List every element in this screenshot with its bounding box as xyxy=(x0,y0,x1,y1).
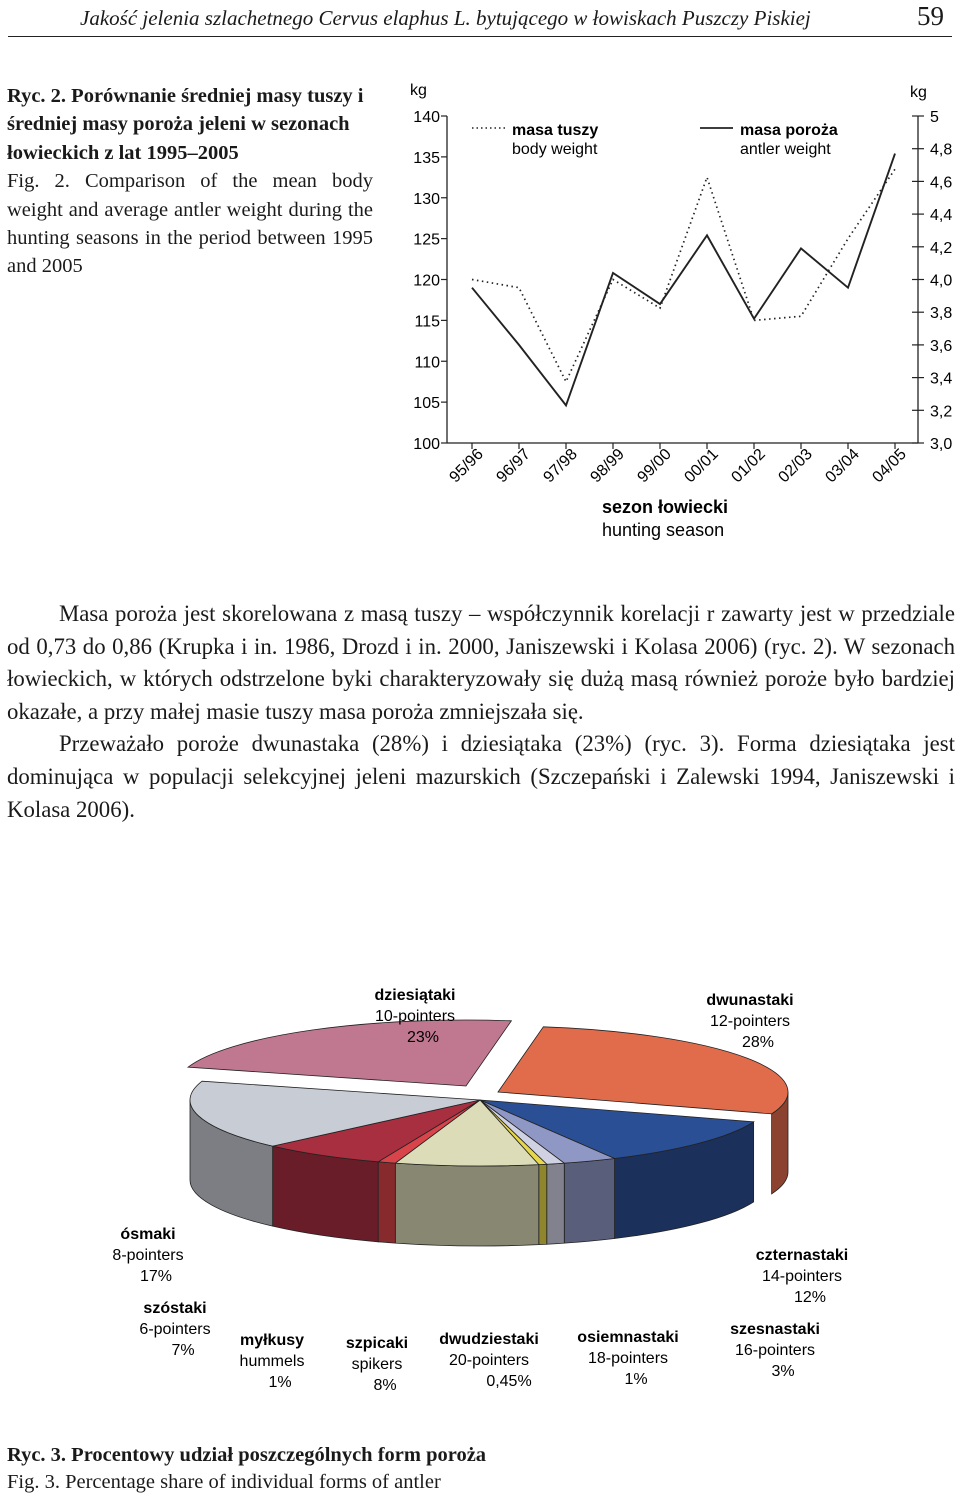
pie-slice-10-pointers xyxy=(188,1020,511,1086)
right-tick-label: 4,2 xyxy=(930,239,953,257)
pie-label-6-pointers: szóstaki xyxy=(143,1300,207,1317)
figure3-caption-pl: Ryc. 3. Procentowy udział poszczególnych form poroża xyxy=(7,1444,487,1466)
series-antler-weight-line xyxy=(472,154,895,406)
pie-chart xyxy=(0,970,960,1430)
series-body-weight-line xyxy=(472,169,895,382)
right-tick-label: 3,4 xyxy=(930,370,953,388)
legend-body-weight-label: masa tuszy xyxy=(512,122,599,139)
pie-side-hummels xyxy=(378,1162,395,1243)
pie-value-hummels: 1% xyxy=(268,1374,292,1391)
x-axis-title-en: hunting season xyxy=(602,520,725,540)
right-tick-label: 3,2 xyxy=(930,403,953,421)
pie-value-14-pointers: 12% xyxy=(793,1289,827,1306)
paragraph-1: Masa poroża jest skorelowana z masą tuszy – współczynnik korelacji r zawarty jest w przedziale od 0,73 do 0,86 (Krupka i in. 1986, Drozd i in. 2000, Janiszewski i Kolasa 2006) (ryc. 2). W sezonach łowieckich, w których odstrzelone byki charakteryzowały się dużą masą również poroże było bardziej okazałe, a przy małej masie tuszy masa poroża zmniejszała się. xyxy=(7,601,955,724)
figure2-caption-en: Fig. 2. Comparison of the mean body weight and average antler weight during the hunting seasons in the period between 1995 and 2005 xyxy=(7,170,373,278)
pie-value-6-pointers: 7% xyxy=(171,1342,195,1359)
left-tick-label: 100 xyxy=(413,436,440,453)
pie-label-en-spikers: spikers xyxy=(351,1356,403,1373)
left-tick-label: 115 xyxy=(414,313,440,331)
figure3-caption-en: Fig. 3. Percentage share of individual forms of antler xyxy=(7,1471,441,1493)
pie-label-10-pointers: dziesiątaki xyxy=(374,987,456,1004)
right-tick-label: 4,8 xyxy=(930,141,953,159)
x-tick-label: 96/97 xyxy=(493,445,534,487)
left-tick-label: 105 xyxy=(413,395,440,413)
legend-body-weight-label-en: body weight xyxy=(512,141,598,158)
page-number: 59 xyxy=(917,1,944,31)
x-tick-label: 01/02 xyxy=(728,445,769,487)
right-tick-label: 3,0 xyxy=(930,436,953,453)
x-tick-label: 02/03 xyxy=(775,445,816,487)
pie-value-16-pointers: 3% xyxy=(771,1363,795,1380)
pie-label-spikers: szpicaki xyxy=(345,1335,409,1352)
pie-value-18-pointers: 1% xyxy=(624,1371,648,1388)
pie-side-spikers xyxy=(395,1163,538,1246)
pie-label-en-18-pointers: 18-pointers xyxy=(587,1350,669,1367)
running-title: Jakość jelenia szlachetnego Cervus elaphus L. bytującego w łowiskach Puszczy Piskiej xyxy=(80,6,811,30)
left-tick-label: 130 xyxy=(413,190,440,208)
pie-label-en-6-pointers: 6-pointers xyxy=(139,1321,211,1338)
pie-label-8-pointers: ósmaki xyxy=(120,1226,176,1243)
pie-value-12-pointers: 28% xyxy=(741,1034,775,1051)
left-tick-label: 125 xyxy=(413,231,440,249)
right-axis-unit: kg xyxy=(910,84,927,101)
right-tick-label: 4,0 xyxy=(930,272,953,290)
legend-antler-weight-label: masa poroża xyxy=(740,122,838,139)
pie-label-20-pointers: dwudziestaki xyxy=(439,1331,539,1348)
pie-value-spikers: 8% xyxy=(373,1377,397,1394)
left-tick-label: 140 xyxy=(413,109,440,126)
x-tick-label: 98/99 xyxy=(587,445,628,487)
x-tick-label: 95/96 xyxy=(446,445,487,487)
pie-label-en-12-pointers: 12-pointers xyxy=(709,1013,791,1030)
x-axis-title: sezon łowiecki xyxy=(602,497,729,517)
pie-label-16-pointers: szesnastaki xyxy=(730,1321,820,1338)
pie-label-en-hummels: hummels xyxy=(239,1353,305,1370)
pie-label-en-10-pointers: 10-pointers xyxy=(374,1008,456,1025)
pie-label-en-8-pointers: 8-pointers xyxy=(112,1247,184,1264)
legend-antler-weight-label-en: antler weight xyxy=(740,141,831,158)
left-tick-label: 120 xyxy=(413,272,440,290)
figure2-caption-pl: Ryc. 2. Porównanie średniej masy tuszy i średniej masy poroża jeleni w sezonach łowieckich z lat 1995–2005 xyxy=(7,85,364,164)
x-tick-label: 99/00 xyxy=(634,445,675,487)
paragraph-2: Przeważało poroże dwunastaka (28%) i dziesiątaka (23%) (ryc. 3). Forma dziesiątaka jest dominująca w populacji selekcyjnej jeleni mazurskich (Szczepański i Zalewski 1994, Janiszewski i Kolasa 2006). xyxy=(7,731,955,822)
x-tick-label: 97/98 xyxy=(540,445,581,487)
pie-label-en-14-pointers: 14-pointers xyxy=(761,1268,843,1285)
pie-label-14-pointers: czternastaki xyxy=(755,1247,849,1264)
body-text xyxy=(7,598,955,826)
right-tick-label: 5 xyxy=(930,109,939,126)
right-tick-label: 3,8 xyxy=(930,305,953,323)
pie-label-hummels: myłkusy xyxy=(239,1332,305,1349)
right-tick-label: 4,6 xyxy=(930,174,953,192)
left-axis-unit: kg xyxy=(410,82,427,99)
pie-side-20-pointers xyxy=(539,1164,547,1244)
x-tick-label: 00/01 xyxy=(681,445,722,487)
pie-value-10-pointers: 23% xyxy=(406,1029,440,1046)
x-tick-label: 04/05 xyxy=(869,445,910,487)
pie-side-18-pointers xyxy=(547,1163,565,1244)
line-chart xyxy=(0,0,960,560)
pie-label-12-pointers: dwunastaki xyxy=(706,992,794,1009)
x-tick-label: 03/04 xyxy=(822,445,863,487)
pie-value-8-pointers: 17% xyxy=(139,1268,173,1285)
left-tick-label: 110 xyxy=(414,354,440,372)
right-tick-label: 3,6 xyxy=(930,337,953,355)
pie-value-20-pointers: 0,45% xyxy=(486,1373,532,1390)
right-tick-label: 4,4 xyxy=(930,207,953,225)
pie-label-en-16-pointers: 16-pointers xyxy=(734,1342,816,1359)
pie-label-en-20-pointers: 20-pointers xyxy=(448,1352,530,1369)
pie-label-18-pointers: osiemnastaki xyxy=(577,1329,679,1346)
figure3-caption xyxy=(7,1442,486,1496)
left-tick-label: 135 xyxy=(413,149,440,167)
pie-side-16-pointers xyxy=(564,1158,614,1243)
